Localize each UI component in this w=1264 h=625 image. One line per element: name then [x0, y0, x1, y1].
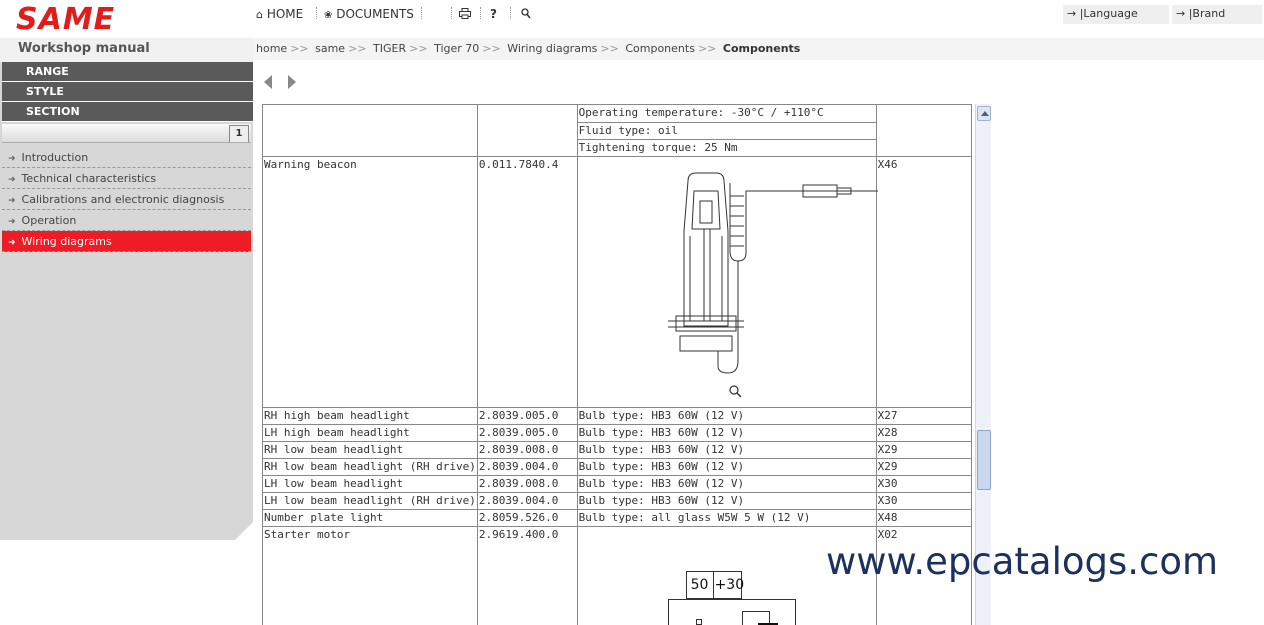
connector-code: X27: [876, 408, 971, 425]
connector-code: X46: [876, 157, 971, 408]
component-desc: Bulb type: HB3 60W (12 V): [577, 408, 876, 425]
breadcrumb-current: Components: [722, 42, 801, 55]
component-name: LH low beam headlight (RH drive): [263, 493, 478, 510]
component-desc: Bulb type: HB3 60W (12 V): [577, 476, 876, 493]
documents-link[interactable]: ❀ DOCUMENTS: [324, 7, 414, 21]
table-row: [263, 476, 972, 493]
help-button[interactable]: ?: [490, 7, 497, 21]
component-name: LH low beam headlight: [263, 476, 478, 493]
table-row: [263, 157, 972, 408]
terminal-30-label: +30: [714, 577, 745, 593]
home-link[interactable]: ⌂ HOME: [256, 7, 304, 21]
section-menu[interactable]: SECTION: [2, 102, 253, 122]
part-code: 2.8039.004.0: [477, 459, 577, 476]
printer-icon: [459, 8, 471, 19]
component-name: RH low beam headlight: [263, 442, 478, 459]
component-name: Number plate light: [263, 510, 478, 527]
breadcrumb-section[interactable]: Wiring diagrams: [507, 42, 598, 55]
table-row: [263, 105, 972, 157]
sidebar-corner: [235, 522, 253, 540]
watermark-text: www.epcatalogs.com: [826, 540, 1219, 583]
table-row: [263, 408, 972, 425]
component-name: RH low beam headlight (RH drive): [263, 459, 478, 476]
connector-code: X29: [876, 459, 971, 476]
nav-divider: [451, 7, 452, 19]
component-desc: Bulb type: all glass W5W 5 W (12 V): [577, 510, 876, 527]
breadcrumb-range[interactable]: TIGER: [373, 42, 407, 55]
spec-note: Operating temperature: -30°C / +110°C: [578, 105, 876, 122]
next-page-icon[interactable]: [288, 75, 296, 89]
top-navigation: [253, 0, 1264, 38]
part-code: 2.8059.526.0: [477, 510, 577, 527]
page-tabstrip: [2, 124, 251, 143]
sidebar-item-operation[interactable]: ➜ Operation: [2, 210, 251, 231]
table-row: [263, 493, 972, 510]
page-tab-1[interactable]: 1: [229, 125, 249, 142]
scroll-thumb[interactable]: [977, 430, 991, 490]
warning-beacon-drawing[interactable]: [618, 161, 878, 406]
table-row: [263, 459, 972, 476]
spec-notes: [578, 105, 876, 156]
component-name: Warning beacon: [263, 157, 478, 408]
terminal-50-label: 50: [690, 577, 709, 593]
logo-area: [0, 0, 253, 38]
connector-code: X30: [876, 476, 971, 493]
table-row: [263, 510, 972, 527]
arrow-right-icon: ➜: [8, 154, 16, 164]
home-icon: ⌂: [256, 8, 263, 21]
nav-divider: [510, 7, 511, 19]
table-row: [263, 442, 972, 459]
spec-note: Fluid type: oil: [578, 122, 876, 139]
nav-divider: [421, 7, 422, 19]
component-desc: Bulb type: HB3 60W (12 V): [577, 493, 876, 510]
component-name: LH high beam headlight: [263, 425, 478, 442]
section-list: [2, 147, 251, 252]
connector-code: X28: [876, 425, 971, 442]
breadcrumb-model[interactable]: Tiger 70: [434, 42, 480, 55]
part-code: 2.8039.005.0: [477, 408, 577, 425]
part-code: 2.8039.008.0: [477, 476, 577, 493]
connector-code: X48: [876, 510, 971, 527]
style-menu[interactable]: STYLE: [2, 82, 253, 102]
part-code: 0.011.7840.4: [477, 157, 577, 408]
magnifier-icon: [521, 8, 531, 19]
zoom-icon[interactable]: [730, 386, 741, 397]
component-desc: Bulb type: HB3 60W (12 V): [577, 442, 876, 459]
arrow-right-icon: ➜: [8, 175, 16, 185]
table-row: [263, 425, 972, 442]
sidebar: [0, 62, 253, 540]
breadcrumb: home >> same >> TIGER >> Tiger 70 >> Wiring diagrams >> Components >> Components: [253, 38, 1264, 60]
same-logo[interactable]: SAME: [16, 2, 116, 37]
connector-code: X29: [876, 442, 971, 459]
range-menu[interactable]: RANGE: [2, 62, 253, 82]
search-button[interactable]: [521, 8, 531, 22]
brand-selector[interactable]: → |Brand: [1172, 5, 1262, 24]
component-desc: Bulb type: HB3 60W (12 V): [577, 459, 876, 476]
previous-page-icon[interactable]: [264, 75, 272, 89]
nav-divider: [316, 7, 317, 19]
starter-motor-drawing[interactable]: [668, 571, 798, 625]
connector-code: X30: [876, 493, 971, 510]
arrow-right-icon: ➜: [8, 217, 16, 227]
part-code: 2.8039.008.0: [477, 442, 577, 459]
part-code: 2.8039.004.0: [477, 493, 577, 510]
spec-note: Tightening torque: 25 Nm: [578, 140, 738, 154]
sidebar-item-wiring-diagrams[interactable]: ➜ Wiring diagrams: [2, 231, 251, 252]
breadcrumb-chapter[interactable]: Components: [625, 42, 695, 55]
app-subtitle: Workshop manual: [0, 38, 253, 62]
breadcrumb-brand[interactable]: same: [315, 42, 346, 55]
beacon-drawing-cell: [577, 157, 876, 408]
connector-code: X02: [876, 527, 971, 625]
part-code: 2.9619.400.0: [477, 527, 577, 625]
arrow-right-icon: ➜: [8, 238, 16, 248]
scroll-up-button[interactable]: [977, 106, 991, 121]
nav-divider: [480, 7, 481, 19]
sidebar-item-technical-characteristics[interactable]: ➜ Technical characteristics: [2, 168, 251, 189]
breadcrumb-home[interactable]: home: [256, 42, 288, 55]
print-button[interactable]: [459, 8, 471, 22]
documents-icon: ❀: [324, 10, 333, 21]
component-name: Starter motor: [263, 527, 478, 625]
component-desc: Bulb type: HB3 60W (12 V): [577, 425, 876, 442]
sidebar-item-calibrations[interactable]: ➜ Calibrations and electronic diagnosis: [2, 189, 251, 210]
sidebar-item-introduction[interactable]: ➜ Introduction: [2, 147, 251, 168]
language-selector[interactable]: → |Language: [1063, 5, 1169, 24]
component-name: RH high beam headlight: [263, 408, 478, 425]
part-code: 2.8039.005.0: [477, 425, 577, 442]
arrow-right-icon: ➜: [8, 196, 16, 206]
